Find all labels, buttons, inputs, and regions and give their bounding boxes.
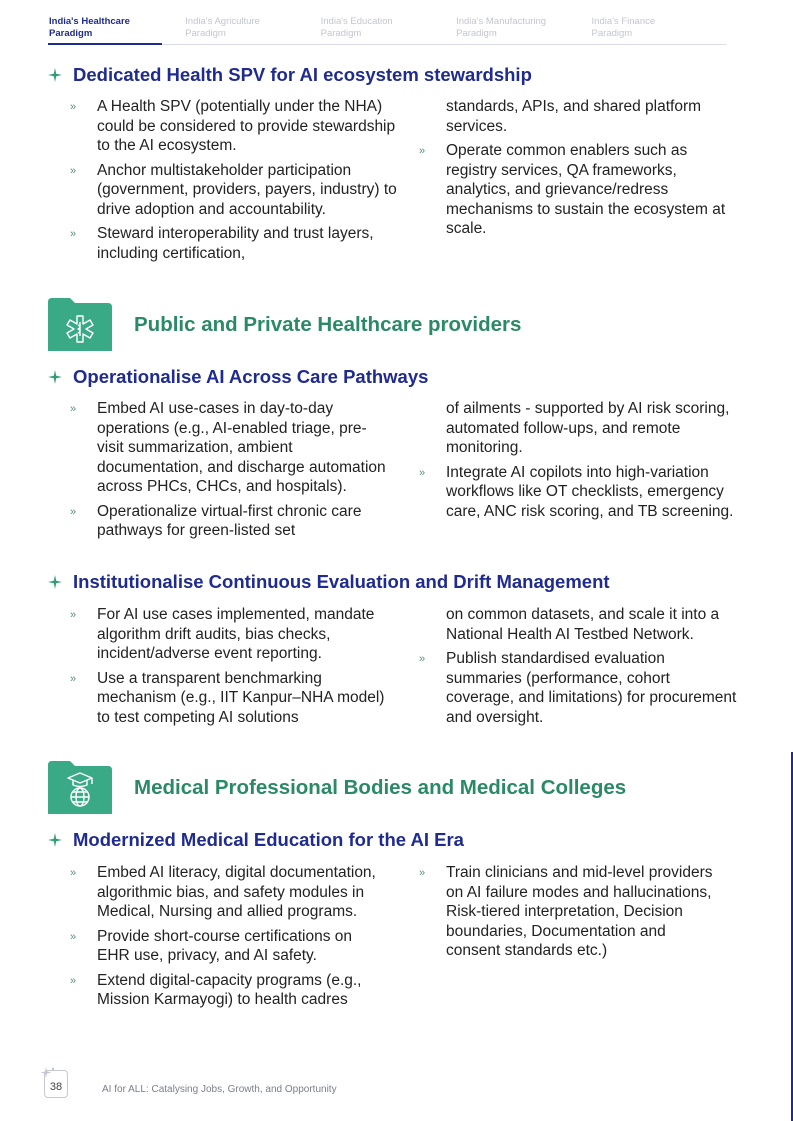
bullet-icon: » [419, 466, 426, 479]
sparkle-icon [48, 575, 62, 589]
tab-label: Paradigm [591, 28, 633, 39]
list-item: » Embed AI use-cases in day-to-day operations (e.g., AI-enabled triage, pre-visit summarization, ambient documentation, and discharge automation across PHCs, CHCs, and hospitals). [70, 400, 386, 495]
bullet-icon: » [70, 228, 77, 240]
banner-title: Public and Private Healthcare providers [134, 312, 522, 336]
section-heading [48, 829, 464, 851]
category-banner [48, 761, 626, 814]
tab-label: Paradigm [49, 28, 93, 39]
tab-manufacturing[interactable] [455, 16, 590, 44]
tab-label: India's Manufacturing [456, 16, 547, 27]
section-heading [48, 571, 610, 593]
right-column [419, 605, 741, 732]
list-item: » Steward interoperability and trust layers, including certification, [70, 225, 374, 262]
footer-title: AI for ALL: Catalysing Jobs, Growth, and Opportunity [102, 1083, 337, 1095]
category-banner [48, 298, 521, 351]
bullet-icon: » [70, 974, 77, 987]
list-item: » A Health SPV (potentially under the NHA) could be considered to provide stewardship to the AI ecosystem. [70, 98, 396, 154]
banner-title: Medical Professional Bodies and Medical Colleges [134, 775, 627, 799]
tab-label: India's Education [320, 16, 393, 27]
medical-star-icon [48, 298, 112, 351]
list-item: » For AI use cases implemented, mandate algorithm drift audits, bias checks, incident/adverse event reporting. [70, 606, 375, 662]
list-item: » Embed AI literacy, digital documentation, algorithmic bias, and safety modules in Medical, Nursing and allied programs. [70, 864, 376, 920]
section-title: Operationalise AI Across Care Pathways [73, 366, 429, 387]
right-column [419, 97, 736, 244]
list-item: » Anchor multistakeholder participation (government, providers, payers, industry) to drive adoption and accountability. [70, 161, 397, 218]
bullet-icon: » [419, 867, 426, 879]
right-column [419, 399, 736, 526]
bullet-icon: » [70, 403, 77, 415]
list-item: » Use a transparent benchmarking mechanism (e.g., IIT Kanpur–NHA model) to test competing AI solutions [70, 669, 385, 726]
section-title: Institutionalise Continuous Evaluation and Drift Management [73, 571, 610, 592]
tab-agriculture[interactable] [184, 16, 319, 44]
tab-finance[interactable] [591, 16, 726, 44]
sparkle-icon [48, 370, 62, 384]
tab-healthcare[interactable] [48, 16, 162, 45]
tab-label: India's Healthcare [49, 16, 130, 27]
right-column [419, 863, 719, 966]
bullet-icon: » [70, 867, 77, 879]
section-title: Dedicated Health SPV for AI ecosystem stewardship [73, 64, 532, 85]
continued-text: standards, APIs, and shared platform services. [446, 98, 702, 135]
left-column [70, 399, 388, 546]
tab-label: Paradigm [456, 28, 497, 39]
section-title: Modernized Medical Education for the AI Era [73, 829, 464, 850]
graduation-globe-icon [48, 761, 112, 814]
tab-label: Paradigm [320, 28, 362, 39]
section-heading [48, 64, 532, 86]
page-number: 38 [44, 1070, 68, 1098]
bullet-icon: » [419, 653, 426, 665]
list-item: » Provide short-course certifications on EHR use, privacy, and AI safety. [70, 927, 353, 964]
list-item: » Publish standardised evaluation summaries (performance, cohort coverage, and limitations) for procurement and oversight. [419, 650, 737, 726]
continued-text: of ailments - supported by AI risk scoring, automated follow-ups, and remote monitoring. [446, 400, 730, 456]
paradigm-tabs [48, 16, 726, 45]
left-column [70, 863, 388, 1015]
list-item: » Integrate AI copilots into high-variation workflows like OT checklists, emergency care, ANC risk scoring, and TB screening. [419, 463, 734, 520]
page-footer [40, 1070, 337, 1098]
bullet-icon: » [70, 672, 77, 685]
continued-text: on common datasets, and scale it into a National Health AI Testbed Network. [446, 606, 720, 643]
left-column [70, 605, 388, 732]
list-item: » Operate common enablers such as registry services, QA frameworks, analytics, and grievance/redress mechanisms to sustain the ecosystem at scale. [419, 142, 726, 237]
bullet-icon: » [70, 930, 77, 943]
bullet-icon: » [70, 609, 77, 621]
tab-label: India's Finance [591, 16, 656, 27]
list-item: » Train clinicians and mid-level providers on AI failure modes and hallucinations, Risk-tiered interpretation, Decision boundaries, Documentation and consent standards etc.) [419, 864, 713, 959]
page-number-box [40, 1070, 68, 1098]
list-item: » Extend digital-capacity programs (e.g., Mission Karmayogi) to health cadres [70, 971, 362, 1008]
tab-label: Paradigm [185, 28, 226, 39]
bullet-icon: » [70, 164, 77, 177]
tab-education[interactable] [320, 16, 455, 44]
sparkle-icon [48, 833, 62, 847]
bullet-icon: » [70, 505, 77, 518]
sparkle-icon [40, 1066, 56, 1080]
section-heading [48, 366, 428, 388]
bullet-icon: » [419, 145, 426, 157]
bullet-icon: » [70, 101, 77, 113]
left-column [70, 97, 400, 268]
sparkle-icon [48, 68, 62, 82]
list-item: » Operationalize virtual-first chronic care pathways for green-listed set [70, 502, 362, 539]
tab-label: India's Agriculture [185, 16, 260, 27]
